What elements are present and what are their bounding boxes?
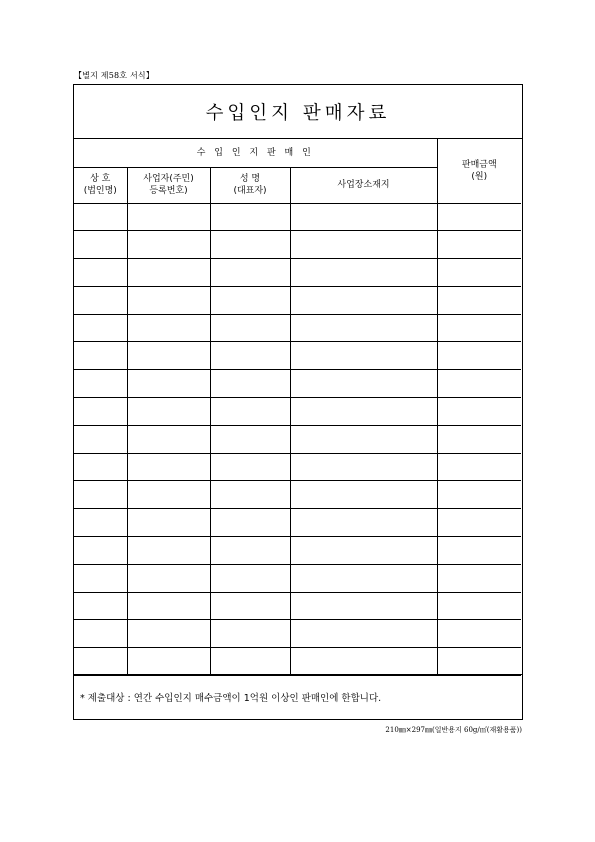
cell-address[interactable] — [290, 564, 437, 592]
cell-regno[interactable] — [127, 342, 210, 370]
cell-company[interactable] — [74, 342, 127, 370]
cell-company[interactable] — [74, 425, 127, 453]
cell-company[interactable] — [74, 481, 127, 509]
col-header-regno — [127, 167, 210, 203]
col-header-company-line1: 상 호 — [90, 174, 111, 184]
cell-company[interactable] — [74, 231, 127, 259]
table-row — [74, 537, 521, 565]
cell-regno[interactable] — [127, 537, 210, 565]
cell-name[interactable] — [210, 648, 290, 676]
cell-name[interactable] — [210, 453, 290, 481]
cell-address[interactable] — [290, 259, 437, 287]
cell-company[interactable] — [74, 620, 127, 648]
cell-address[interactable] — [290, 481, 437, 509]
cell-amount[interactable] — [437, 453, 521, 481]
sales-table — [74, 139, 521, 676]
cell-name[interactable] — [210, 231, 290, 259]
table-row — [74, 592, 521, 620]
cell-address[interactable] — [290, 286, 437, 314]
cell-company[interactable] — [74, 509, 127, 537]
cell-regno[interactable] — [127, 286, 210, 314]
table-row — [74, 231, 521, 259]
cell-address[interactable] — [290, 648, 437, 676]
table-row — [74, 259, 521, 287]
table-row — [74, 370, 521, 398]
cell-address[interactable] — [290, 592, 437, 620]
paper-spec-footer: 210㎜×297㎜(일반용지 60g/㎡(재활용품)) — [385, 726, 522, 734]
seller-group-header: 수 입 인 지 판 매 인 — [74, 139, 437, 167]
cell-company[interactable] — [74, 453, 127, 481]
form-title: 수입인지 판매자료 — [205, 102, 391, 124]
amount-header — [437, 139, 521, 203]
cell-amount[interactable] — [437, 425, 521, 453]
cell-company[interactable] — [74, 648, 127, 676]
cell-regno[interactable] — [127, 203, 210, 231]
cell-address[interactable] — [290, 537, 437, 565]
cell-name[interactable] — [210, 398, 290, 426]
cell-company[interactable] — [74, 314, 127, 342]
cell-address[interactable] — [290, 509, 437, 537]
cell-amount[interactable] — [437, 314, 521, 342]
cell-address[interactable] — [290, 314, 437, 342]
cell-company[interactable] — [74, 370, 127, 398]
cell-amount[interactable] — [437, 592, 521, 620]
form-frame — [73, 84, 523, 720]
cell-name[interactable] — [210, 314, 290, 342]
col-header-name-line2: (대표자) — [233, 186, 267, 196]
cell-address[interactable] — [290, 342, 437, 370]
cell-amount[interactable] — [437, 370, 521, 398]
col-header-company-line2: (법인명) — [83, 186, 117, 196]
cell-regno[interactable] — [127, 564, 210, 592]
table-row — [74, 648, 521, 676]
cell-amount[interactable] — [437, 564, 521, 592]
table-row — [74, 564, 521, 592]
table-row — [74, 314, 521, 342]
submission-note — [74, 674, 522, 719]
cell-address[interactable] — [290, 203, 437, 231]
cell-amount[interactable] — [437, 286, 521, 314]
cell-amount[interactable] — [437, 620, 521, 648]
table-row — [74, 398, 521, 426]
cell-company[interactable] — [74, 259, 127, 287]
cell-amount[interactable] — [437, 648, 521, 676]
table-row — [74, 342, 521, 370]
table-row — [74, 286, 521, 314]
col-header-regno-line2: 등록번호) — [149, 186, 188, 196]
cell-company[interactable] — [74, 398, 127, 426]
cell-company[interactable] — [74, 203, 127, 231]
table-row — [74, 509, 521, 537]
cell-regno[interactable] — [127, 453, 210, 481]
cell-name[interactable] — [210, 342, 290, 370]
table-row — [74, 481, 521, 509]
cell-amount[interactable] — [437, 231, 521, 259]
cell-regno[interactable] — [127, 592, 210, 620]
table-row — [74, 425, 521, 453]
cell-address[interactable] — [290, 620, 437, 648]
cell-regno[interactable] — [127, 259, 210, 287]
amount-header-line1: 판매금액 — [461, 159, 497, 170]
cell-regno[interactable] — [127, 481, 210, 509]
col-header-name-line1: 성 명 — [239, 174, 261, 184]
cell-name[interactable] — [210, 286, 290, 314]
cell-regno[interactable] — [127, 314, 210, 342]
cell-name[interactable] — [210, 203, 290, 231]
cell-name[interactable] — [210, 370, 290, 398]
cell-address[interactable] — [290, 425, 437, 453]
cell-regno[interactable] — [127, 620, 210, 648]
cell-regno[interactable] — [127, 425, 210, 453]
cell-regno[interactable] — [127, 509, 210, 537]
col-header-address-line1: 사업장소재지 — [337, 180, 390, 190]
cell-name[interactable] — [210, 537, 290, 565]
cell-company[interactable] — [74, 592, 127, 620]
form-number-label: 【별지 제58호 서식】 — [74, 71, 155, 80]
cell-amount[interactable] — [437, 342, 521, 370]
cell-amount[interactable] — [437, 509, 521, 537]
col-header-name — [210, 167, 290, 203]
cell-name[interactable] — [210, 620, 290, 648]
cell-name[interactable] — [210, 259, 290, 287]
cell-amount[interactable] — [437, 203, 521, 231]
table-row — [74, 203, 521, 231]
cell-name[interactable] — [210, 592, 290, 620]
table-row — [74, 620, 521, 648]
col-header-company — [74, 167, 127, 203]
cell-amount[interactable] — [437, 481, 521, 509]
title-box — [74, 85, 522, 139]
col-header-address — [290, 167, 437, 203]
cell-name[interactable] — [210, 481, 290, 509]
cell-company[interactable] — [74, 537, 127, 565]
cell-address[interactable] — [290, 398, 437, 426]
cell-regno[interactable] — [127, 648, 210, 676]
cell-name[interactable] — [210, 564, 290, 592]
cell-regno[interactable] — [127, 231, 210, 259]
cell-address[interactable] — [290, 453, 437, 481]
cell-amount[interactable] — [437, 537, 521, 565]
cell-company[interactable] — [74, 564, 127, 592]
cell-amount[interactable] — [437, 259, 521, 287]
cell-regno[interactable] — [127, 370, 210, 398]
cell-address[interactable] — [290, 370, 437, 398]
col-header-regno-line1: 사업자(주민) — [143, 174, 194, 184]
cell-name[interactable] — [210, 509, 290, 537]
cell-company[interactable] — [74, 286, 127, 314]
cell-name[interactable] — [210, 425, 290, 453]
cell-amount[interactable] — [437, 398, 521, 426]
cell-address[interactable] — [290, 231, 437, 259]
submission-note-text: * 제출대상 : 연간 수입인지 매수금액이 1억원 이상인 판매인에 한합니다. — [80, 693, 382, 704]
table-row — [74, 453, 521, 481]
cell-regno[interactable] — [127, 398, 210, 426]
amount-header-line2: (원) — [471, 171, 488, 182]
